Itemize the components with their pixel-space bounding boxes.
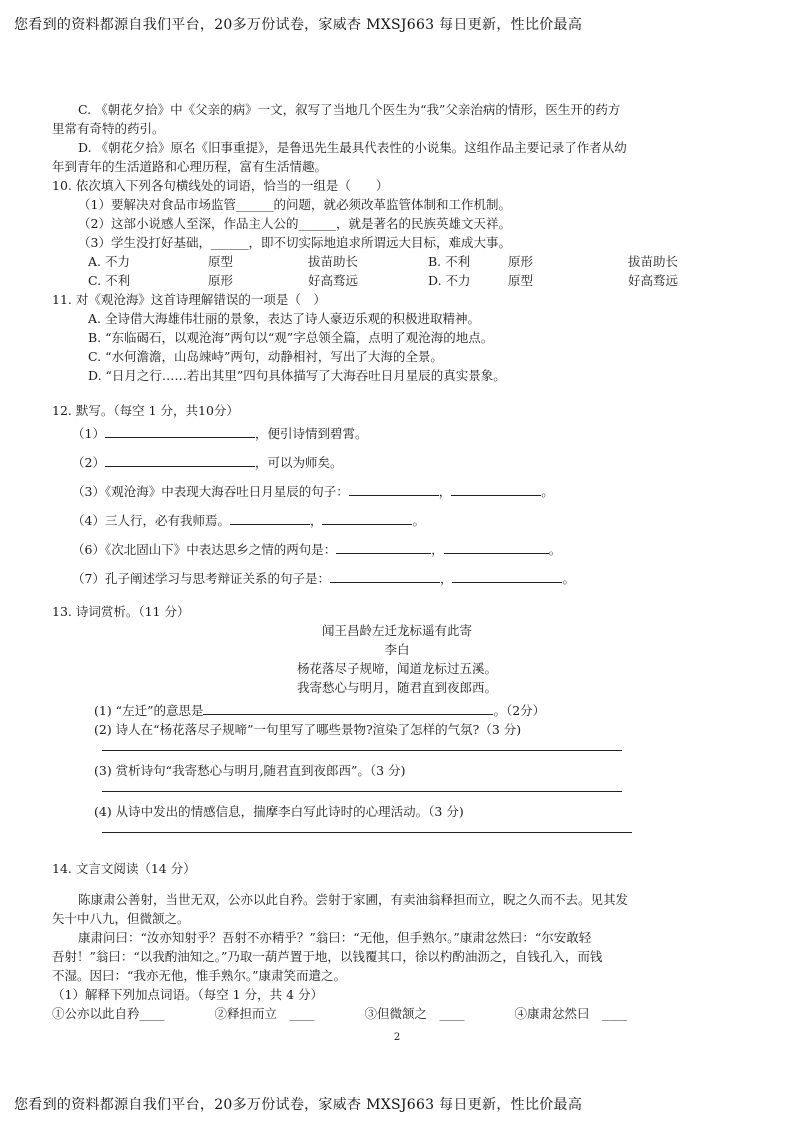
q12-line-5: （6）《次北固山下》中表达思乡之情的两句是： ， 。	[72, 542, 562, 557]
poem-title: 闻王昌龄左迁龙标遥有此寄	[321, 623, 472, 638]
q13-sub-4: (4) 从诗中发出的情感信息，揣摩李白写此诗时的心理活动。（3 分)	[94, 804, 464, 819]
q10-sentence-2: （2）这部小说感人至深，作品主人公的______，就是著名的民族英雄文天祥。	[78, 216, 511, 231]
q10-option-cell: A. 不力	[88, 254, 130, 269]
answer-line[interactable]	[102, 749, 622, 751]
answer-line[interactable]	[102, 790, 622, 792]
header-banner: 您看到的资料都源自我们平台，20多万份试卷，家威杏 MXSJ663 每日更新，性比价最高	[14, 17, 583, 33]
q10-option-cell: 原形	[208, 273, 234, 288]
answer-blank[interactable]	[349, 482, 439, 496]
q13-sub-1-prompt: (1) “左迁”的意思是	[94, 703, 204, 718]
q14-vocab-item: ④康肃忿然曰 ____	[514, 1006, 628, 1021]
q13-sub-1	[52, 701, 742, 720]
answer-blank[interactable]	[105, 453, 255, 467]
q9-option-d-line2: 年到青年的生活道路和心理历程，富有生活情趣。	[52, 159, 328, 174]
q14-vocab-item: ③但微颔之 ____	[364, 1006, 465, 1021]
answer-blank[interactable]	[330, 569, 440, 583]
q14-sub-1: （1）解释下列加点词语。（每空 1 分，共 4 分）	[52, 987, 324, 1002]
poem-line-1: 杨花落尽子规啼，闻道龙标过五溪。	[296, 661, 497, 676]
q10-option-cell: B. 不利	[428, 254, 471, 269]
answer-blank[interactable]	[444, 540, 549, 554]
q10-sentence-1: （1）要解决对食品市场监管______的问题，就必须改革监管体制和工作机制。	[78, 197, 511, 212]
q12-line-2-label: （2）	[72, 455, 105, 470]
q12-line-3-text: （3）《观沧海》中表现大海吞吐日月星辰的句子：	[72, 484, 349, 499]
answer-blank[interactable]	[336, 540, 431, 554]
page-number: 2	[393, 1032, 401, 1043]
q13-sub-2: (2) 诗人在“杨花落尽子规啼”一句里写了哪些景物?渲染了怎样的气氛?（3 分)	[94, 722, 522, 737]
answer-blank[interactable]	[105, 424, 255, 438]
q10-sentence-3: （3）学生没打好基础，______，即不切实际地追求所谓远大目标，难成大事。	[78, 235, 511, 250]
q13-stem: 13. 诗词赏析。（11 分）	[52, 604, 190, 619]
q12-line-5-text: （6）《次北固山下》中表达思乡之情的两句是：	[72, 542, 337, 557]
q10-options-row-1	[52, 252, 742, 271]
exam-page-content	[52, 100, 742, 1023]
q11-option-d: D. “日月之行……若出其里”四句具体描写了大海吞吐日月星辰的真实景象。	[88, 368, 506, 383]
q14-vocab-item: ①公亦以此自矜____	[52, 1006, 165, 1021]
q12-line-4-text: （4）三人行，必有我师焉。	[72, 513, 230, 528]
q12-line-6-text: （7）孔子阐述学习与思考辩证关系的句子是：	[72, 571, 330, 586]
q11-option-a: A. 全诗借大海雄伟壮丽的景象，表达了诗人豪迈乐观的积极进取精神。	[88, 311, 480, 326]
q10-stem: 10. 依次填入下列各句横线处的词语，恰当的一组是（ ）	[52, 178, 389, 193]
footer-banner: 您看到的资料都源自我们平台，20多万份试卷，家威杏 MXSJ663 每日更新，性比价最高	[14, 1097, 583, 1113]
q14-passage-line-5: 不湿。因曰：“我亦无他，惟手熟尔。”康肃笑而遣之。	[52, 968, 347, 983]
q10-option-cell: D. 不力	[428, 273, 471, 288]
q11-option-b: B. “东临碣石，以观沧海”两句以“观”字总领全篇，点明了观沧海的地点。	[88, 330, 494, 345]
q13-sub-3: (3) 赏析诗句“我寄愁心与明月,随君直到夜郎西”。（3 分)	[94, 763, 406, 778]
q14-passage-line-3: 康肃问曰：“汝亦知射乎？吾射不亦精乎？”翁曰：“无他，但手熟尔。”康肃忿然曰：“尔安敢轻	[78, 930, 592, 945]
q13-sub-1-score: 。（2分）	[493, 703, 546, 718]
q10-option-cell: 原形	[508, 254, 534, 269]
q11-option-c: C. “水何澹澹，山岛竦峙”两句，动静相衬，写出了大海的全景。	[88, 349, 443, 364]
q10-option-cell: 好高骛远	[308, 273, 359, 288]
q10-option-cell: 原型	[508, 273, 534, 288]
answer-line[interactable]	[102, 831, 632, 833]
q12-line-1-label: （1）	[72, 426, 105, 441]
q10-option-cell: C. 不利	[88, 273, 131, 288]
q12-line-3: （3）《观沧海》中表现大海吞吐日月星辰的句子： ， 。	[72, 484, 554, 499]
q10-option-cell: 好高骛远	[628, 273, 679, 288]
q12-stem: 12. 默写。（每空 1 分，共10分）	[52, 403, 239, 418]
q12-line-1	[52, 424, 742, 443]
q10-option-cell: 拔苗助长	[628, 254, 679, 269]
answer-blank[interactable]	[230, 511, 310, 525]
q14-stem: 14. 文言文阅读（14 分）	[52, 861, 196, 876]
q14-passage-line-1: 陈康肃公善射，当世无双，公亦以此自矜。尝射于家圃，有卖油翁释担而立，睨之久而不去。见其发	[78, 892, 629, 907]
q14-passage-line-4: 吾射！”翁曰：“以我酌油知之。”乃取一葫芦置于地，以钱覆其口，徐以杓酌油沥之，自钱孔入，而钱	[52, 949, 603, 964]
q9-option-d-line1: D. 《朝花夕拾》原名《旧事重提》，是鲁迅先生最具代表性的小说集。这组作品主要记录了作者从幼	[78, 140, 627, 155]
poem-author: 李白	[384, 642, 410, 657]
q12-line-2	[52, 453, 742, 472]
q9-option-c-line1: C. 《朝花夕拾》中《父亲的病》一文，叙写了当地几个医生为“我”父亲治病的情形，医生开的药方	[78, 102, 621, 117]
q12-line-4: （4）三人行，必有我师焉。 ， 。	[72, 513, 425, 528]
q9-option-c-line2: 里常有奇特的药引。	[52, 121, 165, 136]
answer-blank[interactable]	[203, 701, 493, 715]
q12-line-2-tail: ，可以为师矣。	[254, 455, 343, 470]
q14-vocab-item: ②释担而立 ____	[214, 1006, 315, 1021]
q11-stem: 11. 对《观沧海》这首诗理解错误的一项是（ ）	[52, 292, 326, 307]
q12-line-1-tail: ，便引诗情到碧霄。	[254, 426, 368, 441]
answer-blank[interactable]	[452, 569, 562, 583]
answer-blank[interactable]	[451, 482, 541, 496]
q14-passage-line-2: 矢十中八九，但微颔之。	[52, 911, 190, 926]
poem-line-2: 我寄愁心与明月，随君直到夜郎西。	[296, 680, 497, 695]
q10-option-cell: 原型	[208, 254, 234, 269]
q14-vocab-items	[52, 1004, 742, 1023]
q10-option-cell: 拔苗助长	[308, 254, 359, 269]
q10-options-row-2	[52, 271, 742, 290]
answer-blank[interactable]	[322, 511, 412, 525]
q12-line-6: （7）孔子阐述学习与思考辩证关系的句子是： ， 。	[72, 571, 575, 586]
